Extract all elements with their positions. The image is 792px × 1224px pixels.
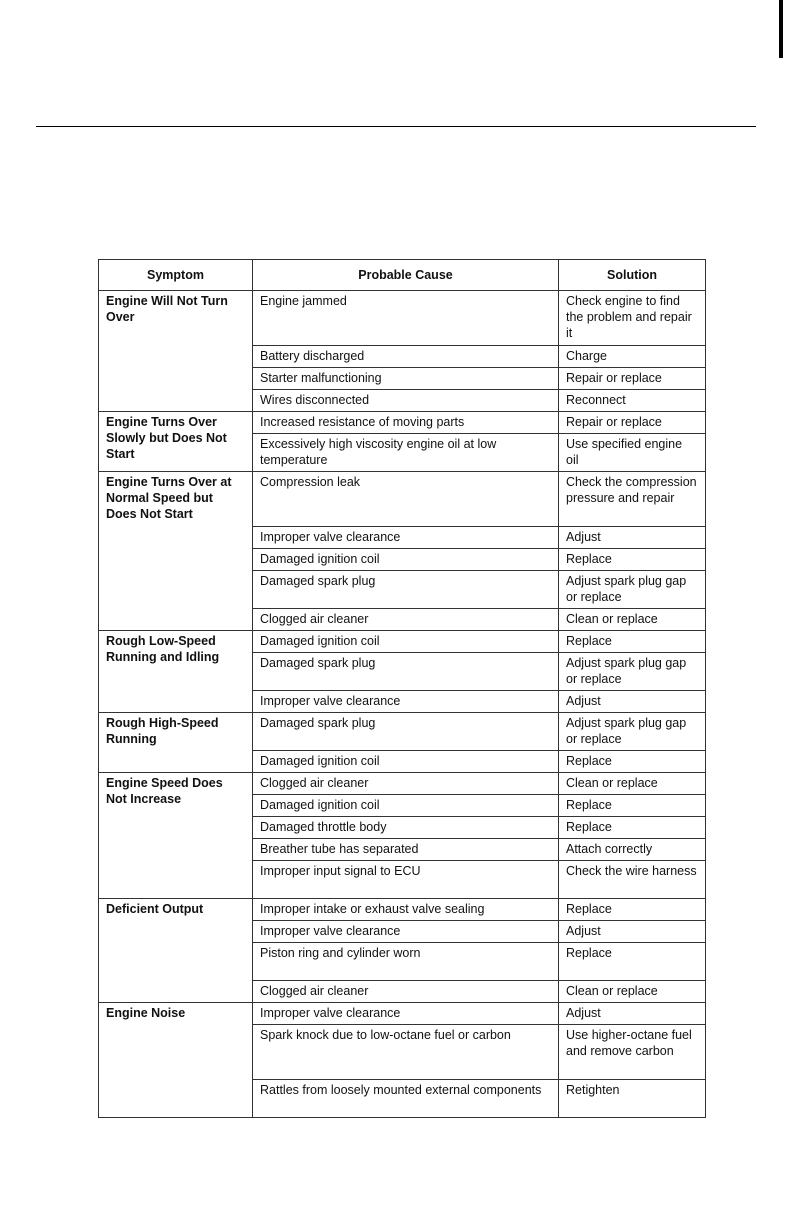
cause-cell: Breather tube has separated: [253, 839, 559, 861]
solution-cell: Adjust: [559, 691, 706, 713]
solution-cell: Reconnect: [559, 390, 706, 412]
table-row: [99, 899, 706, 921]
cause-cell: Compression leak: [253, 472, 559, 527]
cause-cell: Excessively high viscosity engine oil at low temperature: [253, 434, 559, 472]
solution-cell: Check engine to find the problem and repair it: [559, 291, 706, 346]
solution-cell: Adjust spark plug gap or replace: [559, 653, 706, 691]
solution-cell: Adjust spark plug gap or replace: [559, 571, 706, 609]
header-solution: Solution: [559, 260, 706, 291]
table-row: [99, 472, 706, 527]
cause-cell: Clogged air cleaner: [253, 981, 559, 1003]
cause-cell: Damaged ignition coil: [253, 549, 559, 571]
solution-cell: Clean or replace: [559, 609, 706, 631]
solution-cell: Attach correctly: [559, 839, 706, 861]
cause-cell: Improper input signal to ECU: [253, 861, 559, 899]
symptom-cell: Engine Turns Over at Normal Speed but Does Not Start: [99, 472, 253, 631]
cause-cell: Improper valve clearance: [253, 691, 559, 713]
cause-cell: Damaged ignition coil: [253, 751, 559, 773]
symptom-cell: Deficient Output: [99, 899, 253, 1003]
solution-cell: Replace: [559, 899, 706, 921]
troubleshooting-table: [98, 259, 706, 1118]
cause-cell: Rattles from loosely mounted external components: [253, 1080, 559, 1118]
cause-cell: Battery discharged: [253, 346, 559, 368]
symptom-cell: Engine Will Not Turn Over: [99, 291, 253, 412]
solution-cell: Use higher-octane fuel and remove carbon: [559, 1025, 706, 1080]
solution-cell: Clean or replace: [559, 773, 706, 795]
solution-cell: Replace: [559, 631, 706, 653]
cause-cell: Starter malfunctioning: [253, 368, 559, 390]
table-row: [99, 713, 706, 751]
cause-cell: Improper intake or exhaust valve sealing: [253, 899, 559, 921]
solution-cell: Repair or replace: [559, 368, 706, 390]
solution-cell: Use specified engine oil: [559, 434, 706, 472]
cause-cell: Piston ring and cylinder worn: [253, 943, 559, 981]
symptom-cell: Engine Turns Over Slowly but Does Not Start: [99, 412, 253, 472]
cause-cell: Damaged spark plug: [253, 571, 559, 609]
solution-cell: Replace: [559, 751, 706, 773]
table-row: [99, 631, 706, 653]
cause-cell: Engine jammed: [253, 291, 559, 346]
solution-cell: Adjust: [559, 527, 706, 549]
table-header-row: [99, 260, 706, 291]
solution-cell: Adjust: [559, 1003, 706, 1025]
cause-cell: Improper valve clearance: [253, 921, 559, 943]
header-symptom: Symptom: [99, 260, 253, 291]
cause-cell: Damaged ignition coil: [253, 795, 559, 817]
solution-cell: Replace: [559, 795, 706, 817]
symptom-cell: Rough High-Speed Running: [99, 713, 253, 773]
cause-cell: Damaged spark plug: [253, 653, 559, 691]
symptom-cell: Engine Noise: [99, 1003, 253, 1118]
cause-cell: Improper valve clearance: [253, 527, 559, 549]
cause-cell: Damaged throttle body: [253, 817, 559, 839]
solution-cell: Clean or replace: [559, 981, 706, 1003]
header-rule: [36, 126, 756, 127]
solution-cell: Replace: [559, 817, 706, 839]
cause-cell: Clogged air cleaner: [253, 609, 559, 631]
cause-cell: Clogged air cleaner: [253, 773, 559, 795]
cause-cell: Improper valve clearance: [253, 1003, 559, 1025]
header-probable-cause: Probable Cause: [253, 260, 559, 291]
table-row: [99, 412, 706, 434]
solution-cell: Check the wire harness: [559, 861, 706, 899]
solution-cell: Replace: [559, 549, 706, 571]
solution-cell: Retighten: [559, 1080, 706, 1118]
cause-cell: Increased resistance of moving parts: [253, 412, 559, 434]
solution-cell: Charge: [559, 346, 706, 368]
solution-cell: Adjust: [559, 921, 706, 943]
solution-cell: Repair or replace: [559, 412, 706, 434]
solution-cell: Replace: [559, 943, 706, 981]
solution-cell: Check the compression pressure and repair: [559, 472, 706, 527]
cause-cell: Wires disconnected: [253, 390, 559, 412]
cause-cell: Damaged ignition coil: [253, 631, 559, 653]
cause-cell: Damaged spark plug: [253, 713, 559, 751]
symptom-cell: Engine Speed Does Not Increase: [99, 773, 253, 899]
table-row: [99, 773, 706, 795]
table-row: [99, 1003, 706, 1025]
solution-cell: Adjust spark plug gap or replace: [559, 713, 706, 751]
cause-cell: Spark knock due to low-octane fuel or carbon: [253, 1025, 559, 1080]
table-row: [99, 291, 706, 346]
page-edge-tab-mark: [779, 0, 783, 58]
symptom-cell: Rough Low-Speed Running and Idling: [99, 631, 253, 713]
